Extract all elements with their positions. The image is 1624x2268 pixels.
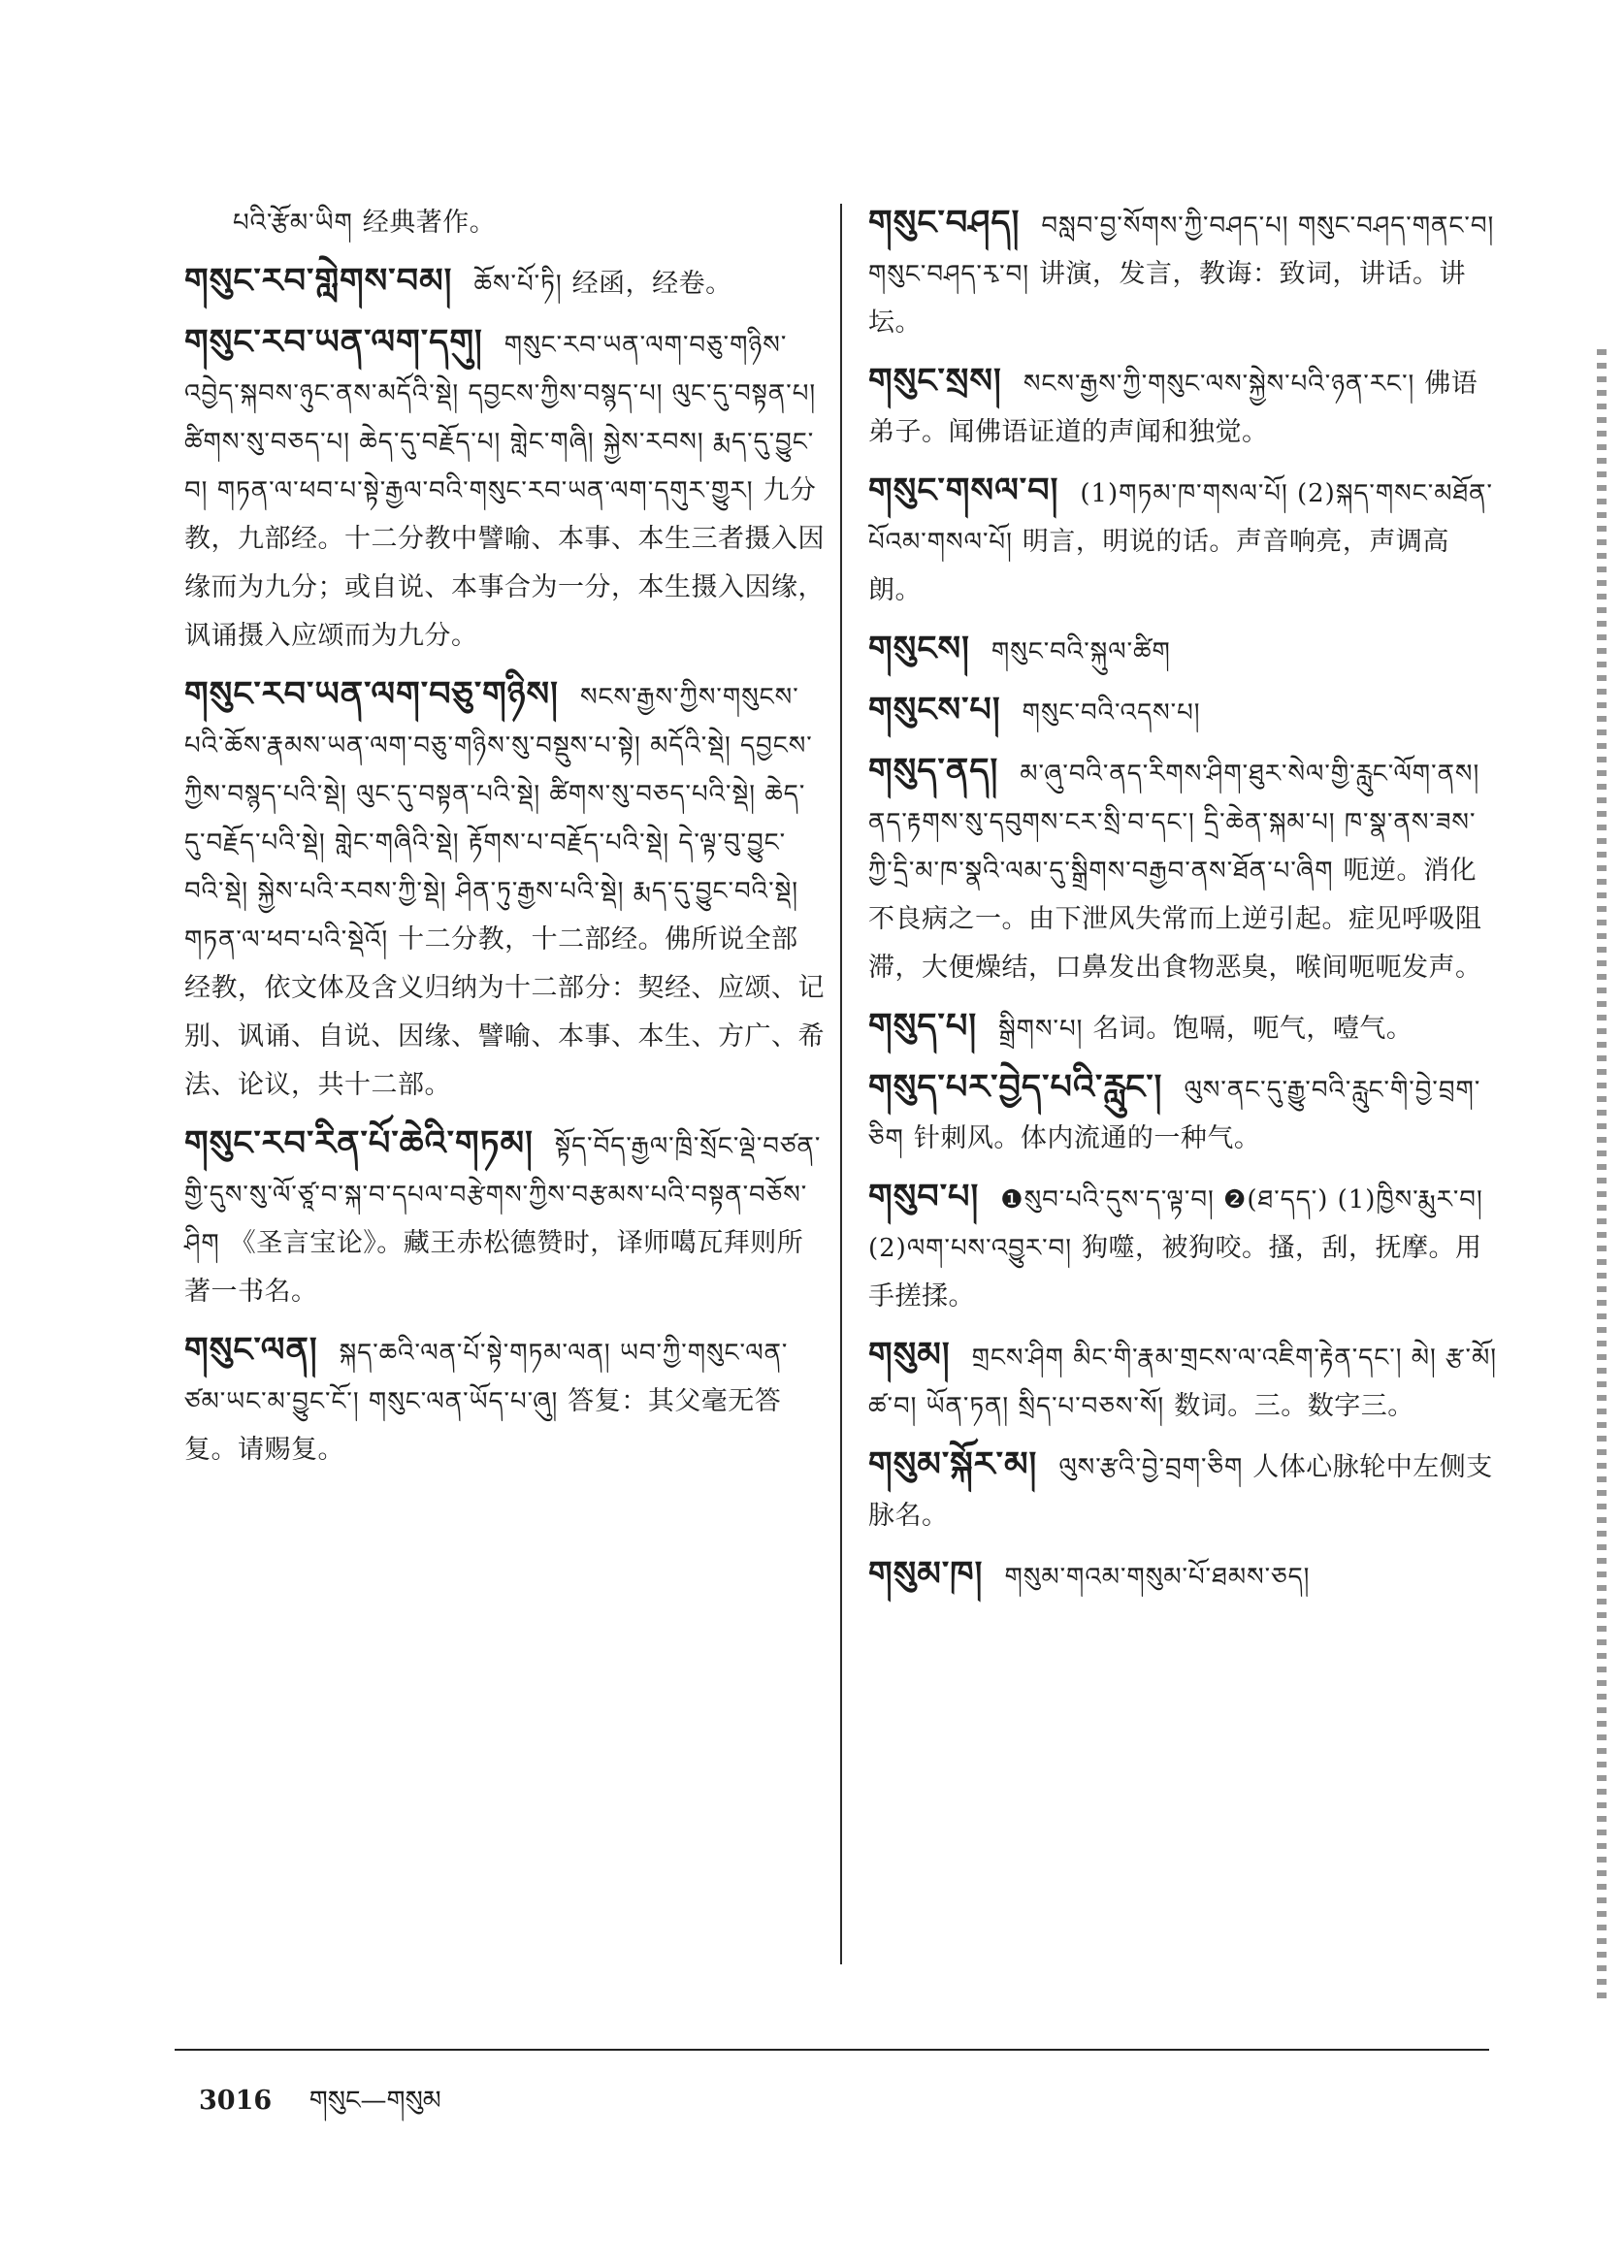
tibetan-definition: སྐད་ཆའི་ལན་པོ་སྟེ་གཏམ་ལན། ཡབ་ཀྱི་གསུང་ལན་ཙམ་ཡང་མ་བྱུང་ངོ་། གསུང་ལན་ཡོད་པ་ཞུ། xyxy=(184,1339,789,1416)
chinese-definition: 针刺风。体内流通的一种气。 xyxy=(913,1123,1261,1153)
chinese-definition: 名词。饱嗝，呃气，噎气。 xyxy=(1092,1014,1413,1044)
tibetan-definition: སྒྲིགས་པ། xyxy=(998,1015,1084,1044)
footer-rule xyxy=(175,2049,1489,2051)
headword: གསུམ། xyxy=(868,1335,951,1375)
headword: གསུང་གསལ་བ། xyxy=(868,470,1059,510)
tibetan-definition: ཆོས་པོ་ཏི། xyxy=(473,270,563,299)
dictionary-entry xyxy=(184,199,825,247)
dictionary-entry xyxy=(184,670,825,1110)
headword: གསུང་རབ་ཡན་ལག་དགུ། xyxy=(184,322,483,362)
headword: གསུད་པར་བྱེད་པའི་རླུང་། xyxy=(868,1067,1163,1107)
right-column xyxy=(868,199,1499,1611)
dictionary-entry xyxy=(868,467,1499,615)
headword: གསུབ་པ། xyxy=(868,1177,980,1216)
tibetan-definition: སངས་རྒྱས་ཀྱི་གསུང་ལས་སྐྱེས་པའི་ཉན་རང་། xyxy=(1023,370,1415,399)
headword: གསུང་ལན། xyxy=(184,1330,318,1370)
chinese-definition: 数词。三。数字三。 xyxy=(1174,1391,1414,1421)
chinese-definition: 明言，明说的话。声音响亮，声调高朗。 xyxy=(868,527,1449,605)
dictionary-entry xyxy=(868,357,1499,457)
tibetan-definition: (1)གཏམ་ཁ་གསལ་པོ། (2)སྐད་གསང་མཐོན་པོའམ་གསལ་པོ། xyxy=(868,479,1493,557)
headword: གསུང་རབ་རིན་པོ་ཆེའི་གཏམ། xyxy=(184,1123,534,1163)
page-footer xyxy=(199,2071,441,2145)
tibetan-definition: གསུམ་གའམ་གསུམ་པོ་ཐམས་ཅད། xyxy=(1004,1563,1311,1592)
tibetan-definition: གསུང་བའི་སྐུལ་ཚིག xyxy=(991,637,1171,666)
dictionary-entry xyxy=(868,1002,1499,1053)
dictionary-entry xyxy=(868,1173,1499,1321)
chinese-definition: 十二分教，十二部经。佛所说全部经教，依文体及含义归纳为十二部分：契经、应颂、记别、讽诵、自说、因缘、譬喻、本事、本生、方广、希法、论议，共十二部。 xyxy=(184,924,825,1100)
dictionary-entry xyxy=(184,1119,825,1316)
tibetan-definition: གྲངས་ཤིག མིང་གི་རྣམ་གྲངས་ལ་འཇིག་རྟེན་དང་། མེ། རྩ་མོ། ཚ་བ། ཡོན་ཏན། སྲིད་པ་བཅས་སོ། xyxy=(868,1344,1498,1421)
tibetan-definition: ❶སུབ་པའི་དུས་ད་ལྟ་བ། ❷(ཐ་དད་) (1)ཁྱིས་རྨུར་བ། (2)ལག་པས་འབྱུར་བ། xyxy=(868,1185,1483,1263)
chinese-definition: 人体心脉轮中左侧支脉名。 xyxy=(868,1452,1493,1531)
headword: གསུང་བཤད། xyxy=(868,203,1021,243)
headword: གསུངས། xyxy=(868,629,970,668)
chinese-definition: 《圣言宝论》。藏王赤松德赞时，译师噶瓦拜则所著一书名。 xyxy=(184,1228,804,1307)
dictionary-entry xyxy=(184,318,825,661)
dictionary-entry xyxy=(868,199,1499,347)
scan-edge-marks xyxy=(1597,349,1607,1998)
headword: གསུང་སྲས། xyxy=(868,361,1002,401)
tibetan-definition: བསླབ་བྱ་སོགས་ཀྱི་བཤད་པ། གསུང་བཤད་གནང་བ། གསུང་བཤད་རྭ་བ། xyxy=(868,211,1495,289)
tibetan-definition: གསུང་བའི་འདས་པ། xyxy=(1022,698,1201,728)
chinese-definition: 讲演，发言，教诲：致词，讲话。讲坛。 xyxy=(868,259,1467,338)
headword: གསུང་རབ་གླེགས་བམ། xyxy=(184,261,453,301)
tibetan-definition: མ་ཞུ་བའི་ནད་རིགས་ཤིག་ཐུར་སེལ་གྱི་རླུང་ལོག་ནས། ནད་རྟགས་སུ་དབུགས་ངར་སྲི་བ་དང་། དྲི་ཆེན་སྐམ་པ། ཁ་སྣ་ནས་ཟས་ཀྱི་དྲི་མ་ཁ་སྣའི་ལམ་དུ་སྒྲིགས་བརྒྱབ་ནས་ཐོན་པ་ཞིག xyxy=(868,760,1480,886)
entry-range: གསུང—གསུམ xyxy=(309,2086,441,2116)
headword: གསུངས་པ། xyxy=(868,690,1001,729)
headword: གསུང་རབ་ཡན་ལག་བཅུ་གཉིས། xyxy=(184,674,559,714)
tibetan-definition: ལུས་རྩའི་བྱེ་བྲག་ཅིག xyxy=(1058,1453,1244,1482)
tibetan-definition: སངས་རྒྱས་ཀྱིས་གསུངས་པའི་ཆོས་རྣམས་ཡན་ལག་བཅུ་གཉིས་སུ་བསྡུས་པ་སྟེ། མདོའི་སྡེ། དབྱངས་ཀྱིས་བསྙད་པའི་སྡེ། ལུང་དུ་བསྟན་པའི་སྡེ། ཚིགས་སུ་བཅད་པའི་སྡེ། ཆེད་དུ་བརྗོད་པའི་སྡེ། གླེང་གཞིའི་སྡེ། རྟོགས་པ་བརྗོད་པའི་སྡེ། དེ་ལྟ་བུ་བྱུང་བའི་སྡེ། སྐྱེས་པའི་རབས་ཀྱི་སྡེ། ཤིན་ཏུ་རྒྱས་པའི་སྡེ། རྨད་དུ་བྱུང་བའི་སྡེ། གཏན་ལ་ཕབ་པའི་སྡེའོ། xyxy=(184,683,813,955)
headword: གསུམ་ཁ། xyxy=(868,1554,984,1594)
dictionary-entry xyxy=(868,1441,1499,1540)
dictionary-entry xyxy=(184,257,825,308)
left-column xyxy=(184,199,825,1484)
dictionary-entry xyxy=(868,1063,1499,1163)
chinese-definition: 佛语弟子。闻佛语证道的声闻和独觉。 xyxy=(868,369,1478,447)
tibetan-definition: གསུང་རབ་ཡན་ལག་བཅུ་གཉིས་འབྱེད་སྐབས་ཉུང་ནས་མདོའི་སྡེ། དབྱངས་ཀྱིས་བསྙད་པ། ལུང་དུ་བསྟན་པ། ཚིགས་སུ་བཅད་པ། ཆེད་དུ་བརྗོད་པ། གླེང་གཞི། སྐྱེས་རབས། རྨད་དུ་བྱུང་བ། གཏན་ལ་ཕབ་པ་སྟེ་རྒྱལ་བའི་གསུང་རབ་ཡན་ལག་དགུར་གྱུར། xyxy=(184,331,817,505)
tibetan-definition: ལུས་ནང་དུ་རྒྱུ་བའི་རླུང་གི་བྱེ་བྲག་ཅིག xyxy=(868,1076,1481,1153)
dictionary-entry xyxy=(868,686,1499,737)
headword: གསུད་པ། xyxy=(868,1006,978,1046)
chinese-definition: 答复：其父毫无答复。请赐复。 xyxy=(184,1386,782,1465)
chinese-definition: 经函，经卷。 xyxy=(571,269,732,299)
tibetan-definition: སྟོད་བོད་རྒྱལ་ཁྲི་སྲོང་ལྡེ་བཙན་གྱི་དུས་སུ་ལོ་ཙཱ་བ་སྐ་བ་དཔལ་བརྩེགས་ཀྱིས་བརྩམས་པའི་བསྟན་བཅོས་ཤིག xyxy=(184,1132,822,1258)
column-divider xyxy=(840,204,842,1964)
headword: གསུད་ནད། xyxy=(868,751,999,791)
tibetan-definition: པའི་རྩོམ་ཡིག xyxy=(233,209,353,238)
chinese-definition: 呃逆。消化不良病之一。由下泄风失常而上逆引起。症见呼吸阻滞，大便燥结，口鼻发出食物恶臭，喉间呃呃发声。 xyxy=(868,856,1482,983)
chinese-definition: 九分教，九部经。十二分教中譬喻、本事、本生三者摄入因缘而为九分；或自说、本事合为一分，本生摄入因缘，讽诵摄入应颂而为九分。 xyxy=(184,475,825,651)
dictionary-entry xyxy=(868,625,1499,676)
page-number: 3016 xyxy=(199,2086,273,2116)
headword: གསུམ་སྐོར་མ། xyxy=(868,1444,1038,1484)
dictionary-entry xyxy=(868,747,1499,992)
chinese-definition: 经典著作。 xyxy=(362,208,497,238)
chinese-definition: 狗噬，被狗咬。搔，刮，抚摩。用手搓揉。 xyxy=(868,1233,1482,1312)
dictionary-entry xyxy=(184,1326,825,1474)
dictionary-entry xyxy=(868,1331,1499,1431)
dictionary-entry xyxy=(868,1550,1499,1602)
